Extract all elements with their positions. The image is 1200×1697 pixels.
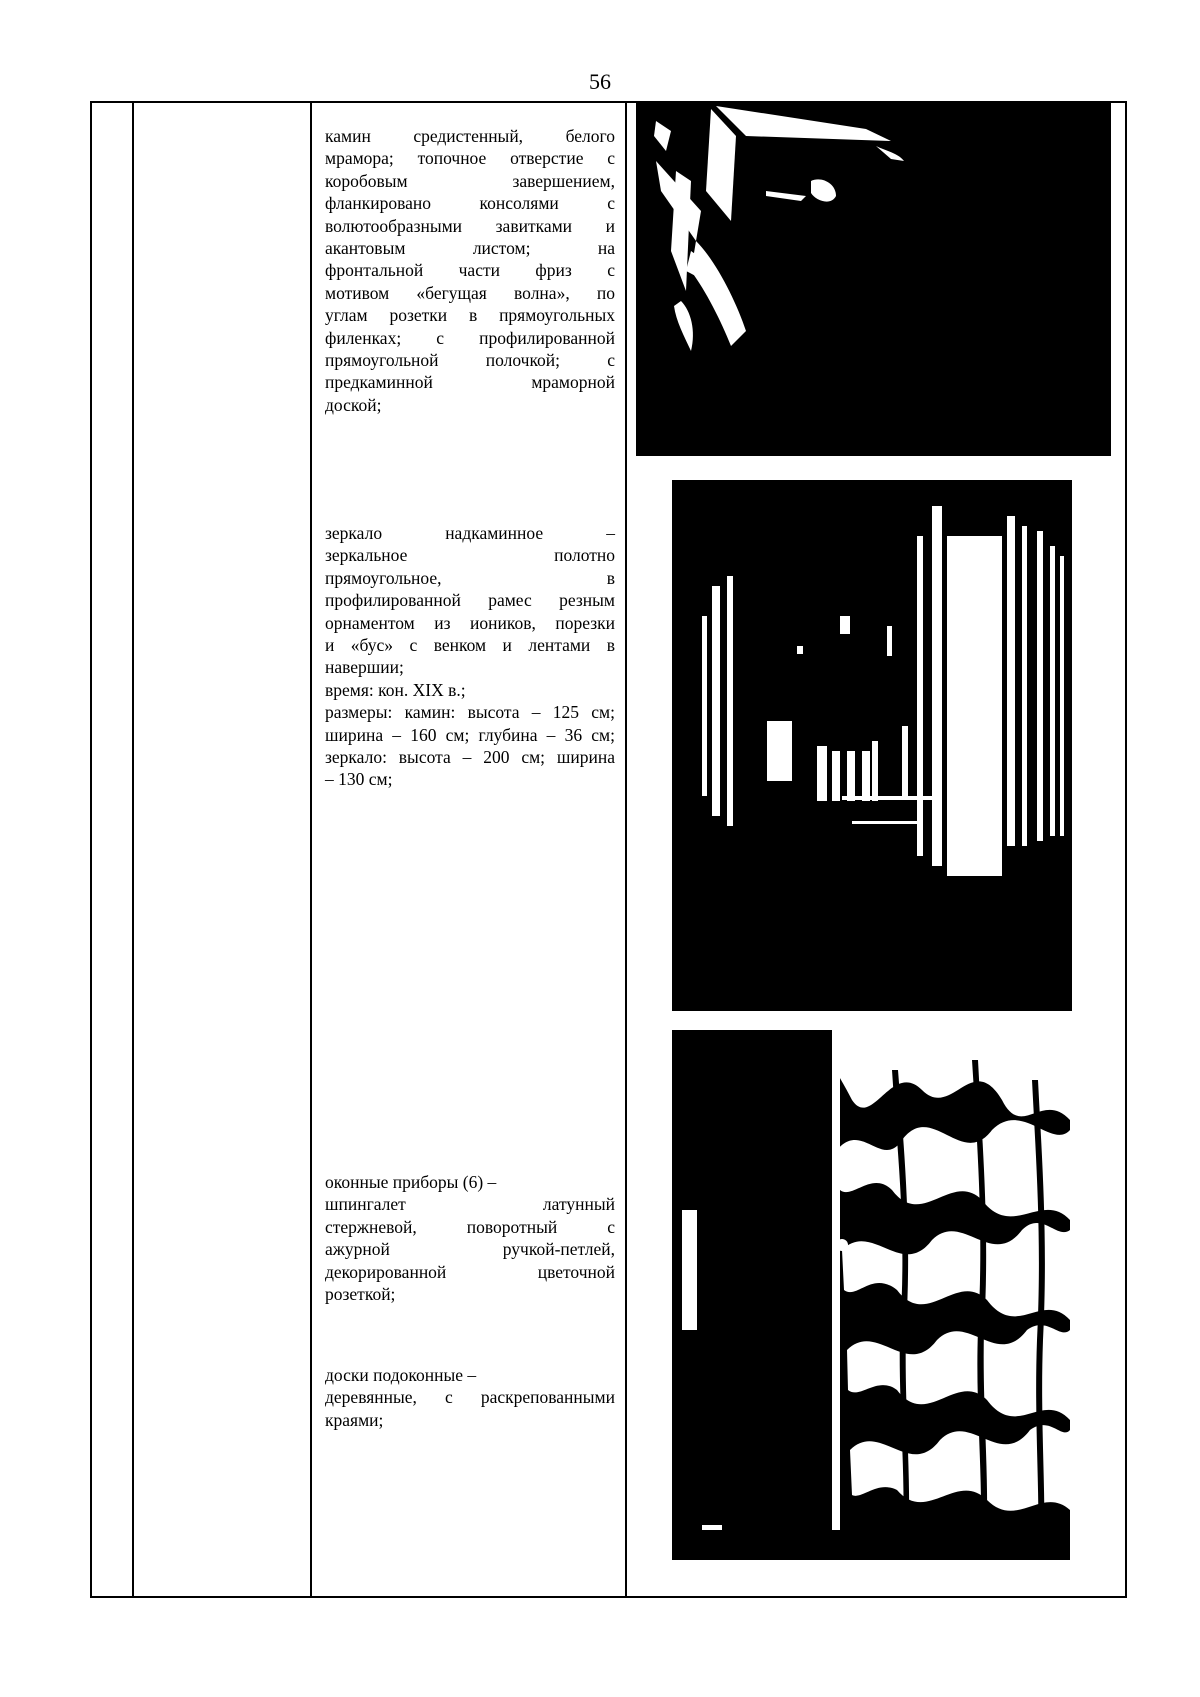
description-line: и «бус» с венком и лентами в [325,635,615,656]
description-line: прямоугольной полочкой; с [325,350,615,371]
page-number: 56 [589,69,611,94]
description-line: краями; [325,1409,384,1430]
description-line: розеткой; [325,1284,396,1305]
description-line: зеркальное полотно [325,545,615,566]
fireplace-photo [636,101,1111,456]
description-line: деревянные, с раскрепованными [325,1387,615,1408]
description-line: предкаминной мраморной [325,372,615,393]
description-line: декорированной цветочной [325,1261,615,1282]
description-line: – 130 см; [325,769,393,790]
description-line: углам розетки в прямоугольных [325,305,615,326]
description-line: волютообразными завитками и [325,215,615,236]
fireplace-description [325,125,615,416]
description-line: акантовым листом; на [325,238,615,259]
description-line: ажурной ручкой-петлей, [325,1239,615,1260]
description-line: размеры: камин: высота – 125 см; [325,702,615,723]
description-line: коробовым завершением, [325,170,615,191]
column-divider-1 [132,101,134,1598]
description-line: стержневой, поворотный с [325,1216,615,1237]
description-line: ширина – 160 см; глубина – 36 см; [325,724,615,745]
curtain-window-photo [672,1030,1070,1560]
column-divider-2 [310,101,312,1598]
description-line: доски подоконные – [325,1365,477,1385]
description-line: оконные приборы (6) – [325,1172,497,1192]
column-divider-3 [625,101,627,1598]
description-line: орнаментом из иоников, порезки [325,612,615,633]
mirror-photo [672,476,1072,1011]
description-line: навершии; [325,657,404,678]
description-line: камин средистенный, белого [325,126,615,146]
description-line: мрамора; топочное отверстие с [325,148,615,169]
description-line: профилированной рамес резным [325,590,615,611]
description-line: доской; [325,394,382,415]
description-line: зеркало надкаминное – [325,523,615,543]
window-fittings-description [325,1171,615,1305]
description-line: фланкировано консолями с [325,193,615,214]
description-line: филенках; с профилированной [325,327,615,348]
description-line: фронтальной части фриз с [325,260,615,281]
description-line: прямоугольное, в [325,567,615,588]
description-line: мотивом «бегущая волна», по [325,282,615,303]
description-line: шпингалет латунный [325,1194,615,1215]
description-line: зеркало: высота – 200 см; ширина [325,747,615,768]
mirror-description [325,522,615,791]
window-sills-description [325,1364,615,1431]
description-line: время: кон. XIX в.; [325,679,466,700]
